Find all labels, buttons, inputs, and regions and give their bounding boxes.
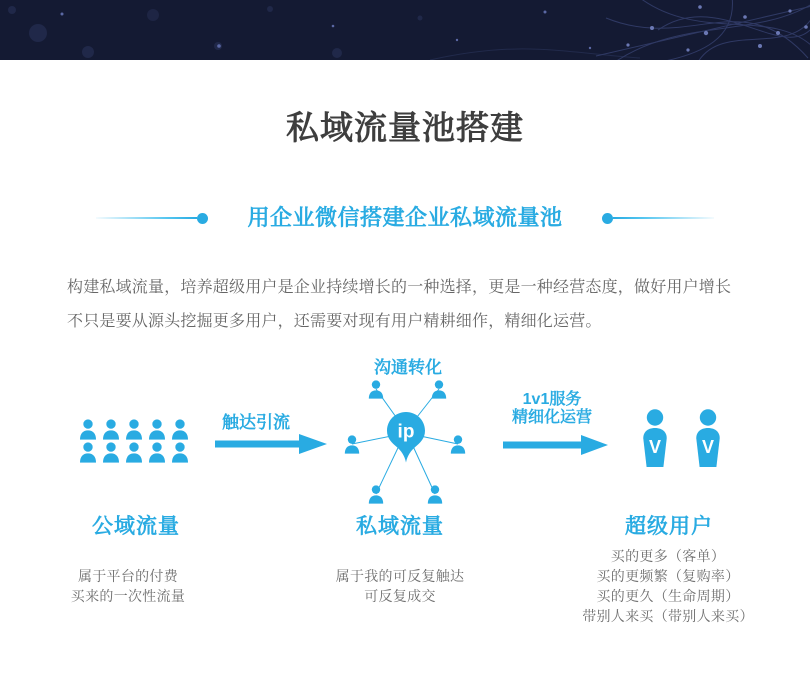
stage1-description [71, 566, 185, 606]
stage3-title: 超级用户 [625, 515, 713, 538]
arrow2-label-line2: 精细化运营 [511, 409, 593, 426]
person-icon [147, 442, 167, 463]
stage2-desc-line: 可反复成交 [364, 588, 436, 604]
stage3-description [582, 546, 754, 626]
subtitle-row [0, 205, 810, 231]
intro-paragraph: 构建私域流量，培养超级用户是企业持续增长的一种选择，更是一种经营态度，做好用户增长不只是要从源头挖掘更多用户，还需要对现有用户精耕细作，精细化运营。 [67, 279, 732, 330]
person-icon [345, 435, 359, 453]
stage3-desc-line: 带别人来买（带别人来买） [582, 608, 754, 624]
page-title: 私域流量池搭建 [286, 109, 524, 146]
banner-network-decoration [0, 0, 810, 60]
private-traffic-network [335, 375, 475, 507]
v-badge: V [648, 437, 662, 457]
stage2-title: 私域流量 [356, 515, 444, 538]
arrow2-label-line1: 1v1服务 [522, 391, 582, 408]
person-icon [428, 485, 442, 503]
person-icon [124, 442, 144, 463]
person-icon [170, 442, 190, 463]
stage1-desc-line: 买来的一次性流量 [70, 588, 186, 604]
arrow2-label [512, 391, 592, 427]
arrow1-label: 触达引流 [222, 413, 290, 432]
person-icon [124, 419, 144, 440]
location-pin-icon [387, 412, 425, 463]
crowd-grid [78, 419, 190, 463]
super-users-group [640, 409, 723, 467]
arrow-right-icon [503, 435, 608, 455]
person-icon [147, 419, 167, 440]
v-user-icon [693, 409, 723, 467]
person-icon [78, 419, 98, 440]
stage3-desc-line: 买的更频繁（复购率） [596, 568, 740, 584]
section-subtitle: 用企业微信搭建企业私域流量池 [247, 205, 563, 230]
stage3-desc-line: 买的更多（客单） [610, 548, 726, 564]
stage2-description [336, 566, 465, 606]
person-icon [451, 435, 465, 453]
arrow-right-icon [215, 434, 327, 454]
stage1-desc-line: 属于平台的付费 [77, 568, 179, 584]
v-badge: V [701, 437, 715, 457]
person-icon [101, 442, 121, 463]
stage1-title: 公域流量 [92, 515, 180, 538]
v-user-icon [640, 409, 670, 467]
divider-line-left-icon [96, 213, 208, 224]
top-banner [0, 0, 810, 60]
stage2-desc-line: 属于我的可反复触达 [335, 568, 465, 584]
person-icon [78, 442, 98, 463]
communication-label: 沟通转化 [374, 358, 442, 377]
person-icon [170, 419, 190, 440]
person-icon [369, 485, 383, 503]
divider-line-right-icon [602, 213, 714, 224]
pin-text: ip [397, 421, 415, 443]
stage3-desc-line: 买的更久（生命周期） [596, 588, 740, 604]
person-icon [101, 419, 121, 440]
traffic-flow-diagram [0, 350, 810, 641]
